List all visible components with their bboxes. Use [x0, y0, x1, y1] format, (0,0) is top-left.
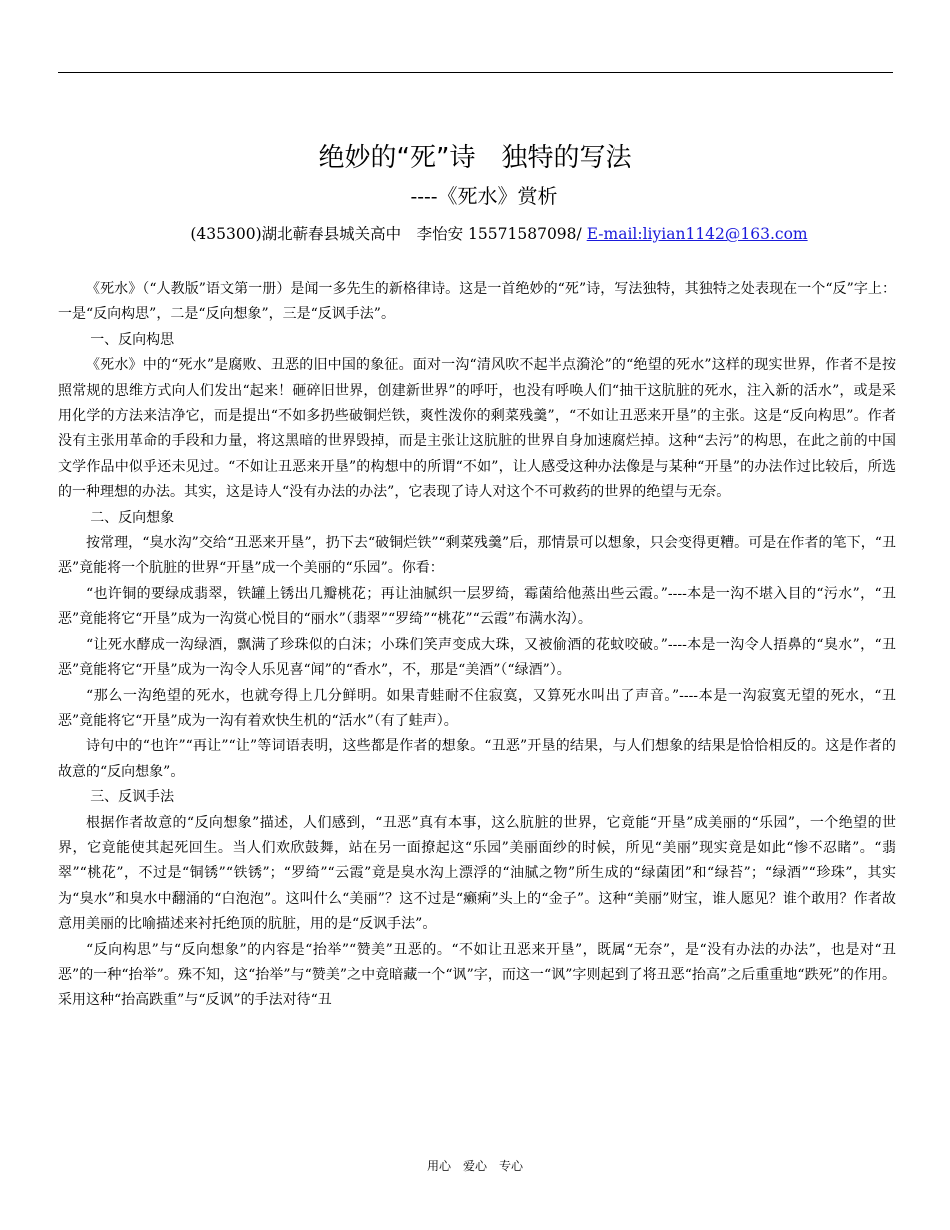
page-title: 绝妙的“死”诗 独特的写法 [318, 143, 632, 173]
paragraph: “也许铜的要绿成翡翠，铁罐上锈出几瓣桃花；再让油腻织一层罗绮，霉菌给他蒸出些云霞。”----本是一沟不堪入目的“污水”，“丑恶”竟能将它“开垦”成为一沟赏心悦目的“丽水”（翡翠”“罗绮”“桃花”“云霞”布满水沟）。 [58, 585, 896, 628]
section-heading-3: 三、反讽手法 [90, 789, 175, 806]
paragraph: “让死水酵成一沟绿酒，飘满了珍珠似的白沫；小珠们笑声变成大珠，又被偷酒的花蚊咬破。”----本是一沟令人捂鼻的“臭水”，“丑恶”竟能将它“开垦”成为一沟令人乐见喜“闻”的“香水”，不，那是“美酒”（“绿酒”）。 [58, 636, 896, 679]
header-rule [58, 72, 893, 73]
author-line [0, 223, 950, 245]
author-info: (435300)湖北蕲春县城关高中 李怡安 15571587098/ [190, 225, 587, 243]
paragraph: 《死水》中的“死水”是腐败、丑恶的旧中国的象征。面对一沟“清风吹不起半点漪沦”的“绝望的死水”这样的现实世界，作者不是按照常规的思维方式向人们发出“起来！砸碎旧世界，创建新世界”的呼吁，也没有呼唤人们“抽干这肮脏的死水，注入新的活水”，或是采用化学的方法来洁净它，而是提出“不如多扔些破铜烂铁，爽性泼你的剩菜残羹”，“不如让丑恶来开垦”的主张。这是“反向构思”。作者没有主张用革命的手段和力量，将这黑暗的世界毁掉，而是主张让这肮脏的世界自身加速腐烂掉。这种“去污”的构思，在此之前的中国文学作品中似乎还未见过。“不如让丑恶来开垦”的构想中的所谓“不如”，让人感受这种办法像是与某种“开垦”的办法作过比较后，所选的一种理想的办法。其实，这是诗人“没有办法的办法”，它表现了诗人对这个不可救药的世界的绝望与无奈。 [58, 357, 896, 501]
page-subtitle: ----《死水》赏析 [410, 184, 558, 208]
paragraph: 诗句中的“也许”“再让”“让”等词语表明，这些都是作者的想象。“丑恶”开垦的结果，与人们想象的结果是恰恰相反的。这是作者的故意的“反向想象”。 [58, 738, 896, 780]
article-body [58, 277, 896, 1014]
paragraph-intro: 《死水》（“人教版”语文第一册）是闻一多先生的新格律诗。这是一首绝妙的“死”诗，写法独特，其独特之处表现在一个“反”字上：一是“反向构思”，二是“反向想象”，三是“反讽手法”。 [58, 281, 896, 323]
section-heading-1: 一、反向构思 [90, 331, 175, 348]
author-email-link[interactable]: E-mail:liyian1142@163.com [586, 225, 808, 243]
paragraph: “那么一沟绝望的死水，也就夸得上几分鲜明。如果青蛙耐不住寂寞，又算死水叫出了声音。”----本是一沟寂寞无望的死水，“丑恶”竟能将它“开垦”成为一沟有着欢快生机的“活水”（有了蛙声）。 [58, 687, 896, 729]
page-footer: 用心 爱心 专心 [426, 1159, 523, 1173]
paragraph: 根据作者故意的“反向想象”描述，人们感到，“丑恶”真有本事，这么肮脏的世界，它竟能“开垦”成美丽的“乐园”，一个绝望的世界，它竟能使其起死回生。当人们欢欣鼓舞，站在另一面撩起这“乐园”美丽面纱的时候，所见“美丽”现实竟是如此“惨不忍睹”。“翡翠”“桃花”，不过是“铜锈”“铁锈”；“罗绮”“云霞”竟是臭水沟上漂浮的“油腻之物”所生成的“绿菌团”和“绿苔”；“绿酒”“珍珠”，其实为“臭水”和臭水中翻涌的“白泡泡”。这叫什么“美丽”？这不过是“癞痢”头上的“金子”。这种“美丽”财宝，谁人愿见？谁个敢用？作者故意用美丽的比喻描述来衬托绝顶的肮脏，用的是“反讽手法”。 [58, 814, 896, 933]
paragraph: 按常理，“臭水沟”交给“丑恶来开垦”，扔下去“破铜烂铁”“剩菜残羹”后，那情景可以想象，只会变得更糟。可是在作者的笔下，“丑恶”竟能将一个肮脏的世界“开垦”成一个美丽的“乐园”。你看： [58, 535, 896, 577]
paragraph: “反向构思”与“反向想象”的内容是“抬举”“赞美”丑恶的。“不如让丑恶来开垦”，既属“无奈”，是“没有办法的办法”，也是对“丑恶”的一种“抬举”。殊不知，这“抬举”与“赞美”之中竟暗藏一个“讽”字，而这一“讽”字则起到了将丑恶“抬高”之后重重地“跌死”的作用。采用这种“抬高跌重”与“反讽”的手法对待“丑 [58, 941, 896, 1009]
section-heading-2: 二、反向想象 [90, 509, 175, 526]
